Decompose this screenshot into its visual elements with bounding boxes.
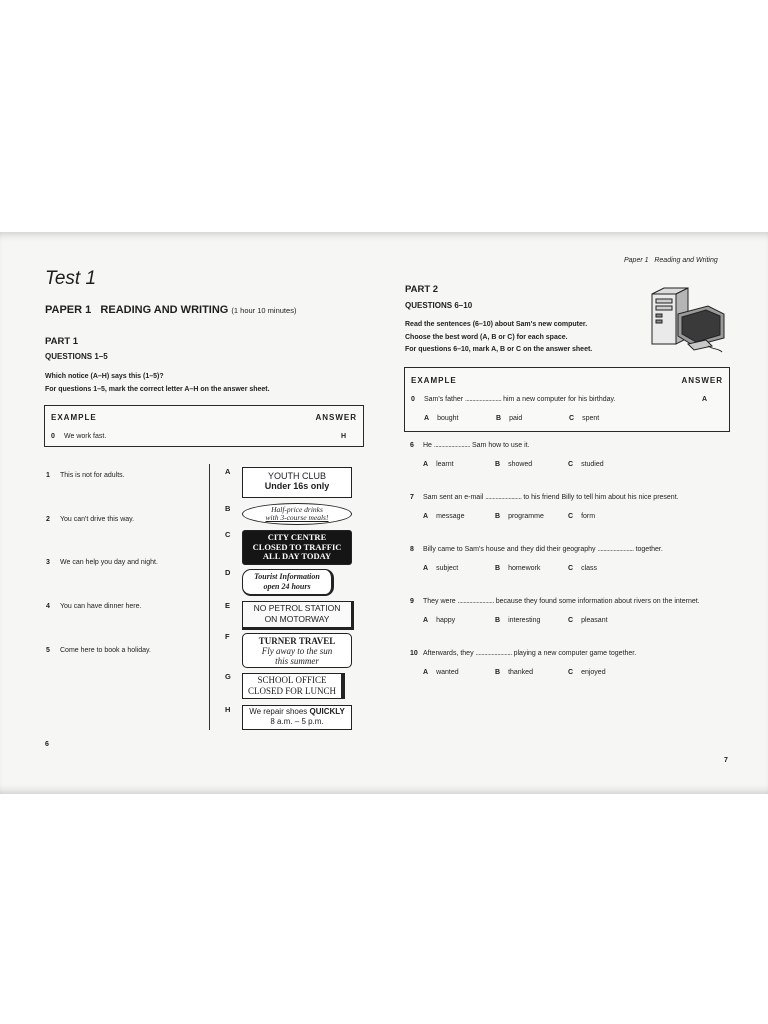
question-number: 7: [410, 494, 414, 501]
notice-line: this summer: [275, 656, 319, 666]
notice-e: [242, 601, 354, 630]
notice-g: [242, 673, 345, 699]
question-option: [423, 513, 464, 520]
question-option: [495, 617, 540, 624]
option-letter: C: [568, 461, 574, 468]
question-text: You can have dinner here.: [60, 603, 142, 610]
notice-line: SCHOOL OFFICE: [257, 675, 327, 685]
question-number: 5: [46, 647, 50, 654]
sentence-after: because they found some information about rivers on the internet.: [495, 598, 700, 605]
option-letter: A: [423, 669, 429, 676]
option-word: message: [436, 513, 465, 520]
notice-line: CITY CENTRE: [267, 532, 327, 542]
question-number: 6: [410, 442, 414, 449]
column-divider: [209, 464, 210, 730]
part-1-heading: PART 1: [45, 336, 79, 347]
option-word: interesting: [508, 617, 541, 624]
notice-line: open 24 hours: [263, 582, 311, 591]
answer-label: ANSWER: [315, 413, 357, 422]
sentence-after: playing a new computer game together.: [513, 650, 637, 657]
question-option: [495, 669, 533, 676]
notice-line: CLOSED FOR LUNCH: [247, 686, 336, 696]
instruction-line: For questions 1–5, mark the correct letter A–H on the answer sheet.: [45, 385, 270, 393]
page-number-left: 6: [45, 741, 49, 748]
question-option: [495, 513, 544, 520]
test-title: Test 1: [45, 268, 97, 289]
question-option: [568, 513, 595, 520]
option-word: form: [581, 513, 596, 520]
option-word: pleasant: [581, 617, 608, 624]
sentence-before: Afterwards, they: [423, 650, 474, 657]
example-option: [424, 415, 458, 422]
answer-gap: .........................: [597, 546, 634, 553]
notice-line: Fly away to the sun: [261, 646, 333, 656]
question-option: [568, 565, 597, 572]
example-option: [496, 415, 522, 422]
question-option: [568, 461, 604, 468]
question-sentence: [423, 442, 530, 449]
sentence-after: him a new computer for his birthday.: [503, 396, 616, 403]
option-letter: A: [424, 415, 430, 422]
option-word: spent: [582, 415, 600, 422]
option-word: studied: [581, 461, 604, 468]
question-sentence: [423, 650, 636, 657]
option-letter: B: [495, 669, 501, 676]
example-label: EXAMPLE: [411, 376, 457, 385]
option-word: subject: [436, 565, 459, 572]
notice-line: NO PETROL STATION: [253, 603, 341, 613]
option-letter: A: [423, 513, 429, 520]
option-letter: A: [423, 565, 429, 572]
notice-line: 8 a.m. – 5 p.m.: [270, 717, 324, 726]
example-number: 0: [411, 396, 415, 403]
instruction-line: Read the sentences (6–10) about Sam's new computer.: [405, 321, 588, 328]
question-number: 2: [46, 516, 50, 523]
question-number: 4: [46, 603, 50, 610]
question-option: [568, 669, 606, 676]
option-letter: A: [423, 461, 429, 468]
notice-line: Tourist Information: [254, 572, 320, 581]
option-word: paid: [509, 415, 523, 422]
question-sentence: [423, 598, 700, 605]
paper-title: [45, 304, 296, 316]
notice-b: [242, 503, 352, 525]
example-text: We work fast.: [64, 433, 107, 440]
notice-f: [242, 633, 352, 668]
notice-line: ON MOTORWAY: [264, 614, 330, 624]
notice-line: TURNER TRAVEL: [258, 636, 336, 646]
option-word: thanked: [508, 669, 533, 676]
question-option: [495, 565, 540, 572]
option-letter: B: [495, 565, 501, 572]
question-text: This is not for adults.: [60, 472, 125, 479]
sentence-before: Billy came to Sam's house and they did their geography: [423, 546, 596, 553]
option-word: homework: [508, 565, 541, 572]
question-option: [423, 565, 458, 572]
question-option: [568, 617, 608, 624]
question-number: 9: [410, 598, 414, 605]
option-word: class: [581, 565, 598, 572]
sentence-before: He: [423, 442, 432, 449]
questions-6-10-heading: QUESTIONS 6–10: [405, 301, 473, 310]
sentence-after: to his friend Billy to tell him about his nice present.: [523, 494, 679, 501]
notice-letter: E: [225, 601, 231, 610]
option-letter: C: [568, 513, 574, 520]
option-letter: C: [569, 415, 575, 422]
instruction-line: Which notice (A–H) says this (1–5)?: [45, 373, 164, 380]
option-word: showed: [508, 461, 533, 468]
paper-title-text: PAPER 1 READING AND WRITING: [45, 304, 229, 316]
page-number-right: 7: [724, 757, 728, 764]
option-letter: B: [495, 513, 501, 520]
instruction-line: Choose the best word (A, B or C) for each space.: [405, 333, 568, 341]
notice-letter: D: [225, 568, 231, 577]
answer-gap: .........................: [433, 442, 471, 449]
paper-duration: (1 hour 10 minutes): [231, 306, 297, 315]
question-number: 8: [410, 546, 414, 553]
question-text: We can help you day and night.: [60, 559, 158, 566]
notice-letter: A: [225, 467, 231, 476]
option-word: programme: [508, 513, 544, 520]
notice-line: [243, 707, 351, 717]
answer-gap: .........................: [457, 598, 494, 605]
notice-h: [242, 705, 352, 730]
questions-1-5-heading: QUESTIONS 1–5: [45, 352, 108, 361]
option-letter: C: [568, 565, 574, 572]
option-word: learnt: [436, 461, 454, 468]
notice-line: with 3-course meals!: [265, 513, 329, 522]
option-letter: B: [496, 415, 502, 422]
answer-gap: .........................: [485, 494, 522, 501]
question-text: You can't drive this way.: [60, 516, 135, 523]
notice-d: [242, 569, 334, 596]
question-sentence: [423, 494, 679, 501]
sentence-after: together.: [635, 546, 663, 553]
sentence-after: Sam how to use it.: [471, 442, 530, 449]
example-answer: H: [340, 433, 346, 440]
option-letter: C: [568, 617, 574, 624]
answer-gap: .........................: [475, 650, 512, 657]
question-text: Come here to book a holiday.: [60, 647, 151, 654]
option-word: happy: [436, 617, 456, 624]
sentence-before: Sam sent an e-mail: [423, 494, 484, 501]
answer-gap: .........................: [465, 396, 502, 403]
option-word: wanted: [436, 669, 459, 676]
computer-illustration: [648, 284, 728, 354]
example-answer: A: [701, 396, 707, 403]
answer-label: ANSWER: [681, 376, 723, 385]
notice-letter: C: [225, 530, 231, 539]
option-letter: B: [495, 461, 501, 468]
option-word: enjoyed: [581, 669, 606, 676]
question-sentence: [423, 546, 663, 553]
question-number: 1: [46, 472, 50, 479]
notice-letter: H: [225, 705, 231, 714]
part-1-example-box: [44, 405, 364, 447]
part-2-example-box: [404, 367, 730, 432]
example-number: 0: [51, 433, 55, 440]
sentence-before: They were: [423, 598, 456, 605]
question-number: 10: [410, 650, 418, 657]
part-1-instructions: [45, 371, 270, 396]
notice-line: Half-price drinks: [271, 505, 323, 514]
notice-line: CLOSED TO TRAFFIC: [252, 541, 342, 552]
running-header: Paper 1 Reading and Writing: [624, 257, 718, 264]
option-word: bought: [437, 415, 459, 422]
example-option: [569, 415, 599, 422]
notice-c: [242, 530, 352, 565]
example-label: EXAMPLE: [51, 413, 97, 422]
part-2-heading: PART 2: [405, 284, 439, 295]
notice-line: YOUTH CLUB: [267, 471, 326, 481]
question-option: [423, 669, 459, 676]
notice-line: ALL DAY TODAY: [262, 551, 332, 561]
example-sentence: [424, 396, 615, 403]
question-number: 3: [46, 559, 50, 566]
option-letter: B: [495, 617, 501, 624]
question-option: [423, 617, 455, 624]
notice-letter: G: [225, 672, 231, 681]
notice-letter: B: [225, 504, 231, 513]
notice-text-bold: QUICKLY: [309, 707, 345, 716]
part-2-instructions: [405, 319, 592, 357]
notice-line: Under 16s only: [264, 481, 330, 491]
question-option: [495, 461, 532, 468]
option-letter: C: [568, 669, 574, 676]
instruction-line: For questions 6–10, mark A, B or C on the answer sheet.: [405, 346, 593, 353]
option-letter: A: [423, 617, 429, 624]
sentence-before: Sam's father: [424, 396, 464, 403]
notice-letter: F: [225, 632, 230, 641]
question-option: [423, 461, 454, 468]
notice-text: We repair shoes: [249, 707, 310, 716]
notice-a: [242, 467, 352, 498]
